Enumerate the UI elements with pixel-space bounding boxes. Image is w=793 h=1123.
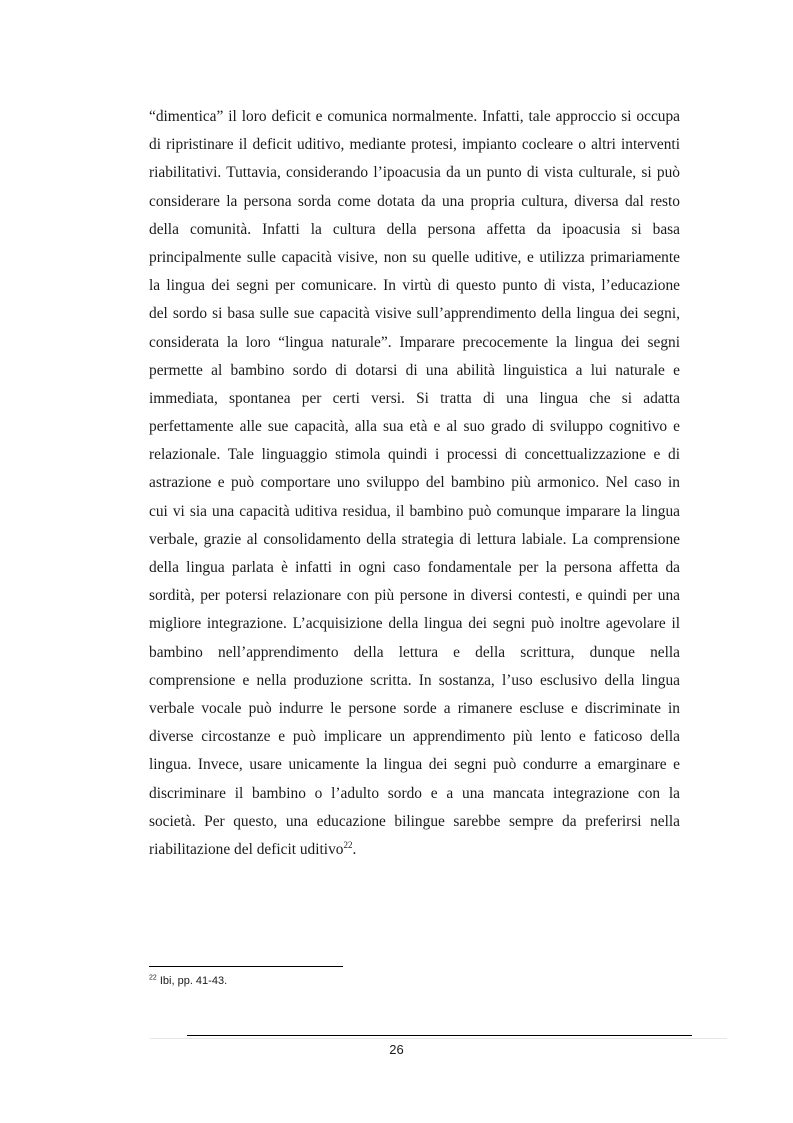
text-line: diverse circostanze e può implicare un apprendimento più lento e faticoso della xyxy=(149,728,680,746)
last-line-text: riabilitazione del deficit uditivo xyxy=(149,840,344,858)
text-line-last xyxy=(149,836,680,864)
footnote-text: Ibi, pp. 41-43. xyxy=(156,975,228,987)
text-line: bambino nell’apprendimento della lettura e della scrittura, dunque nella xyxy=(149,643,680,661)
page-number: 26 xyxy=(389,1042,404,1057)
text-line: permette al bambino sordo di dotarsi di una abilità linguistica a lui naturale e xyxy=(149,361,680,379)
text-line: comprensione e nella produzione scritta. In sostanza, l’uso esclusivo della lingua xyxy=(149,671,680,689)
footnote xyxy=(149,974,227,988)
text-line: riabilitativi. Tuttavia, considerando l’ipoacusia da un punto di vista culturale, si può xyxy=(149,164,680,182)
text-line: perfettamente alle sue capacità, alla sua età e al suo grado di sviluppo cognitivo e xyxy=(149,418,680,436)
text-line: cui vi sia una capacità uditiva residua, il bambino può comunque imparare la lingua xyxy=(149,502,680,520)
text-line: discriminare il bambino o l’adulto sordo e a una mancata integrazione con la xyxy=(149,784,680,802)
text-line: verbale, grazie al consolidamento della strategia di lettura labiale. La comprensione xyxy=(149,530,680,548)
text-line: del sordo si basa sulle sue capacità visive sull’apprendimento della lingua dei segni, xyxy=(149,305,680,323)
text-line: verbale vocale può indurre le persone sorde a rimanere escluse e discriminate in xyxy=(149,699,680,717)
text-line: considerata la loro “lingua naturale”. Imparare precocemente la lingua dei segni xyxy=(149,333,680,351)
footer-rule xyxy=(187,1035,692,1036)
text-line: lingua. Invece, usare unicamente la lingua dei segni può condurre a emarginare e xyxy=(149,756,680,774)
text-line: della comunità. Infatti la cultura della persona affetta da ipoacusia si basa xyxy=(149,220,680,238)
footer-rule-faint xyxy=(150,1038,727,1039)
text-line: società. Per questo, una educazione bilingue sarebbe sempre da preferirsi nella xyxy=(149,812,680,830)
text-line: immediata, spontanea per certi versi. Si tratta di una lingua che si adatta xyxy=(149,389,680,407)
text-line: “dimentica” il loro deficit e comunica normalmente. Infatti, tale approccio si occupa xyxy=(149,108,680,125)
footnote-reference[interactable]: 22 xyxy=(343,839,353,850)
body-paragraph xyxy=(149,103,680,864)
text-line: relazionale. Tale linguaggio stimola quindi i processi di concettualizzazione e di xyxy=(149,446,680,464)
text-line: considerare la persona sorda come dotata da una propria cultura, diversa dal resto xyxy=(149,192,680,210)
text-line: astrazione e può comportare uno sviluppo del bambino più armonico. Nel caso in xyxy=(149,474,680,492)
text-line: la lingua dei segni per comunicare. In virtù di questo punto di vista, l’educazione xyxy=(149,277,680,295)
text-line: sordità, per potersi relazionare con più persone in diversi contesti, e quindi per una xyxy=(149,587,680,605)
footnote-separator xyxy=(149,966,343,967)
footnote-mark: 22 xyxy=(149,974,157,982)
text-line: della lingua parlata è infatti in ogni caso fondamentale per la persona affetta da xyxy=(149,559,680,576)
text-line: di ripristinare il deficit uditivo, mediante protesi, impianto cocleare o altri interventi xyxy=(149,136,680,154)
text-line: migliore integrazione. L’acquisizione della lingua dei segni può inoltre agevolare il xyxy=(149,615,680,633)
text-line: principalmente sulle capacità visive, non su quelle uditive, e utilizza primariamente xyxy=(149,248,680,266)
last-line-end: . xyxy=(352,840,357,858)
